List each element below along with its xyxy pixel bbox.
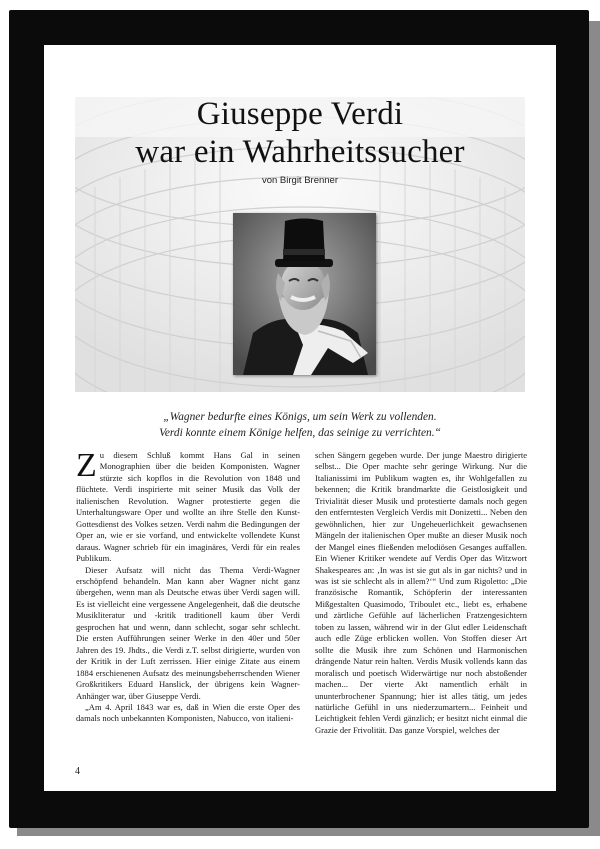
paragraph: schen Sängern gegeben wurde. Der junge Maestro dirigierte selbst... Die Oper machte sehr geringe Wirkung. Nur die Italianissimi im Publikum wagten es, ihr Wohlgefallen zu bekennen; die Kritik brandmarkte die Geistlosigkeit und Trivialität dieser Musik und protestierte damals noch gegen den entferntesten Vergleich Verdis mit Donizetti... Neben den gewöhnlichen, hier zur Ungeheuerlichkeit gewachsenen Mängeln der italienischen Oper mußte an dieser Musik noch der Mangel eines fließenden melodiösen Gesanges auffallen. Ein Wiener Kritiker wendete auf Verdis Oper das Witzwort Shakespeares an: ‚In was ist sie gut als in gar nichts? und in was ist sie schlecht als in allem?‘“ Und zum Rigoletto: „Die französische Romantik, Schöpferin der interessanten Mißgestalten Quasimodo, Triboulet etc., liebt es, erhabene und zärtliche Gefühle auf lächerlichen Fratzengesichtern toben zu lassen, während wir in der Glut edler Leidenschaft auch edle Züge erblicken wollen. Von Stoffen dieser Art sollte die Musik ihre zum Schönen und Harmonischen drängende Natur rein halten. Verdis Musik vollends kann das moralisch und poetisch Widerwärtige nur noch abstoßender machen... Der vierte Akt namentlich erhält in ununterbrochener Spannung; hier ist alles tätig, um jedes natürliche Gefühl in uns niederzumartern... Feinheit und Leichtigkeit fehlen Verdi gänzlich; er besitzt nicht einmal die Grazie der Frivolität. Das ganze Vorspiel, welches der [315, 450, 527, 735]
article-left-column [76, 447, 300, 725]
pull-quote-line-1: „Wagner bedurfte eines Königs, um sein Werk zu vollenden. [163, 411, 437, 423]
pull-quote-line-2: Verdi konnte einem Könige helfen, das seinige zu verrichten.“ [159, 427, 441, 439]
magazine-page [44, 45, 556, 791]
verdi-portrait-image [233, 213, 376, 375]
author-byline: von Birgit Brenner [261, 175, 339, 186]
article-title-line-1: Giuseppe Verdi [196, 96, 404, 132]
drop-cap: Z [76, 447, 97, 484]
article-right-column [315, 450, 527, 736]
paragraph: Zu diesem Schluß kommt Hans Gal in seinen Monographien über die beiden Komponisten. Wagner stürzte sich kopflos in die Revolution von 1848 und flüchtete. Verdi inspirierte mit seiner Musik das Volk der italienischen Revolution. Wagner protestierte gegen die Unterhaltungsware Oper und wollte an ihre Stelle den Kunst-Gottesdienst des Volkes setzen. Verdi nahm die Bedingungen der Oper an, wie er sie vorfand, und entwickelte vollendete Kunst daraus. Wagner schrieb für ein imaginäres, Verdi für ein reales Publikum. [76, 447, 300, 564]
paragraph: „Am 4. April 1843 war es, daß in Wien die erste Oper des damals noch unbekannten Komponisten, Nabucco, von italieni- [76, 701, 300, 724]
page-number: 4 [75, 766, 80, 777]
paragraph: Dieser Aufsatz will nicht das Thema Verdi-Wagner erschöpfend behandeln. Man kann aber Wagner nicht ganz übergehen, wenn man als Deutsche etwas über Verdi sagen will. Es ist vielleicht eine vergessene Angelegenheit, daß die deutsche Musikliteratur und -kritik traditionell kaum über Verdi gesprochen hat und wenn, dann schlecht, sogar sehr schlecht. Die ersten Aufführungen seiner Werke in den 40er und 50er Jahren des 19. Jhdts., die Verdi z.T. selbst dirigierte, wurden von der Kritik in der Luft zerrissen. Hier einige Zitate aus einem 1884 erschienenen Aufsatz des meinungsbeherrschenden Wiener Großkritikers Eduard Hanslick, der übrigens kein Wagner-Anhänger war, über Giuseppe Verdi. [76, 564, 300, 701]
article-title-line-2: war ein Wahrheitssucher [135, 134, 465, 170]
